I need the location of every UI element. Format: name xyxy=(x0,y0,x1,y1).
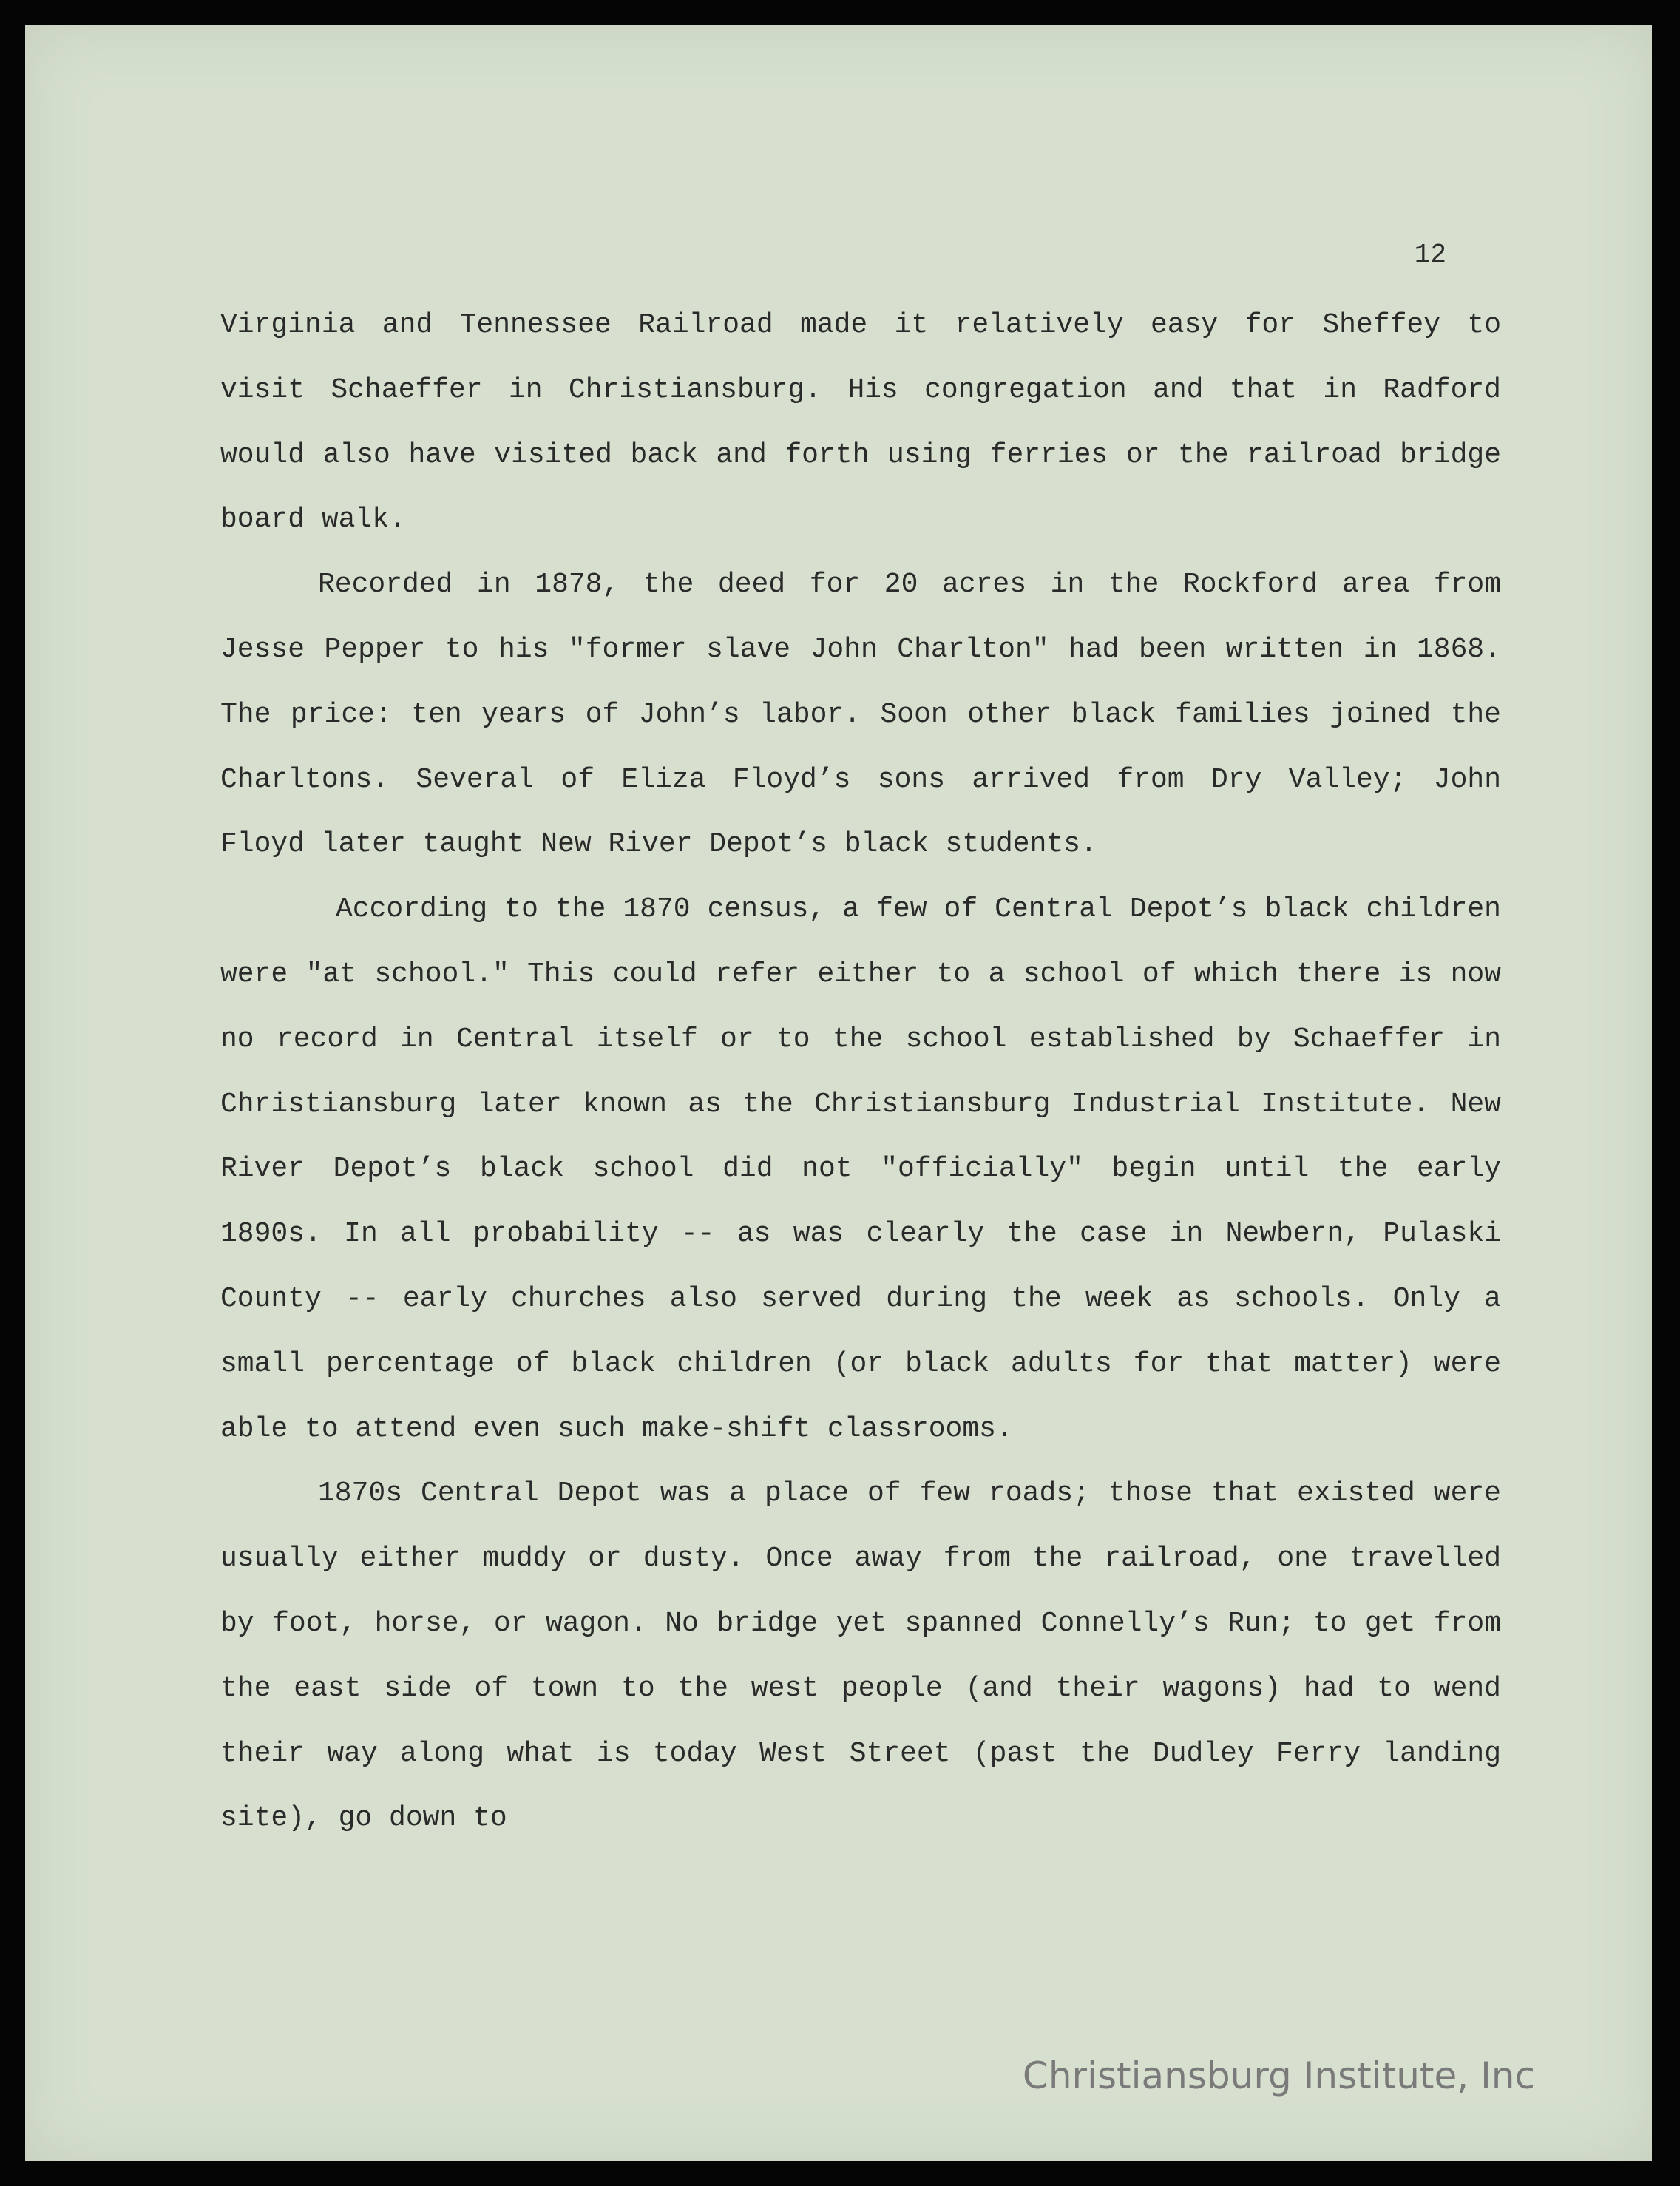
paragraph-2: Recorded in 1878, the deed for 20 acres in the Rockford area from Jesse Pepper to his "former slave John Charlton" had been written in 1868. The price: ten years of John’s labor. Soon other black families joined the Charltons. Several of Eliza Floyd’s sons arrived from Dry Valley; John Floyd later taught New River Depot’s black students. xyxy=(220,569,1501,861)
watermark: Christiansburg Institute, Inc xyxy=(1022,2054,1535,2097)
document-page xyxy=(25,25,1652,2161)
paragraph-3: According to the 1870 census, a few of Central Depot’s black children were "at school." This could refer either to a school of which there is now no record in Central itself or to the school established by Schaeffer in Christiansburg later known as the Christiansburg Industrial Institute. New River Depot’s black school did not "officially" begin until the early 1890s. In all probability -- as was clearly the case in Newbern, Pulaski County -- early churches also served during the week as schools. Only a small percentage of black children (or black adults for that matter) were able to attend even such make-shift classrooms. xyxy=(220,893,1501,1445)
paragraph-1: Virginia and Tennessee Railroad made it relatively easy for Sheffey to visit Schaeffer in Christiansburg. His congregation and that in Radford would also have visited back and forth using ferries or the railroad bridge board walk. xyxy=(220,309,1501,536)
page-number: 12 xyxy=(1414,240,1446,270)
paragraph-4: 1870s Central Depot was a place of few roads; those that existed were usually either muddy or dusty. Once away from the railroad, one travelled by foot, horse, or wagon. No bridge yet spanned Connelly’s Run; to get from the east side of town to the west people (and their wagons) had to wend their way along what is today West Street (past the Dudley Ferry landing site), go down to xyxy=(220,1478,1501,1835)
body-text xyxy=(220,293,1501,1851)
